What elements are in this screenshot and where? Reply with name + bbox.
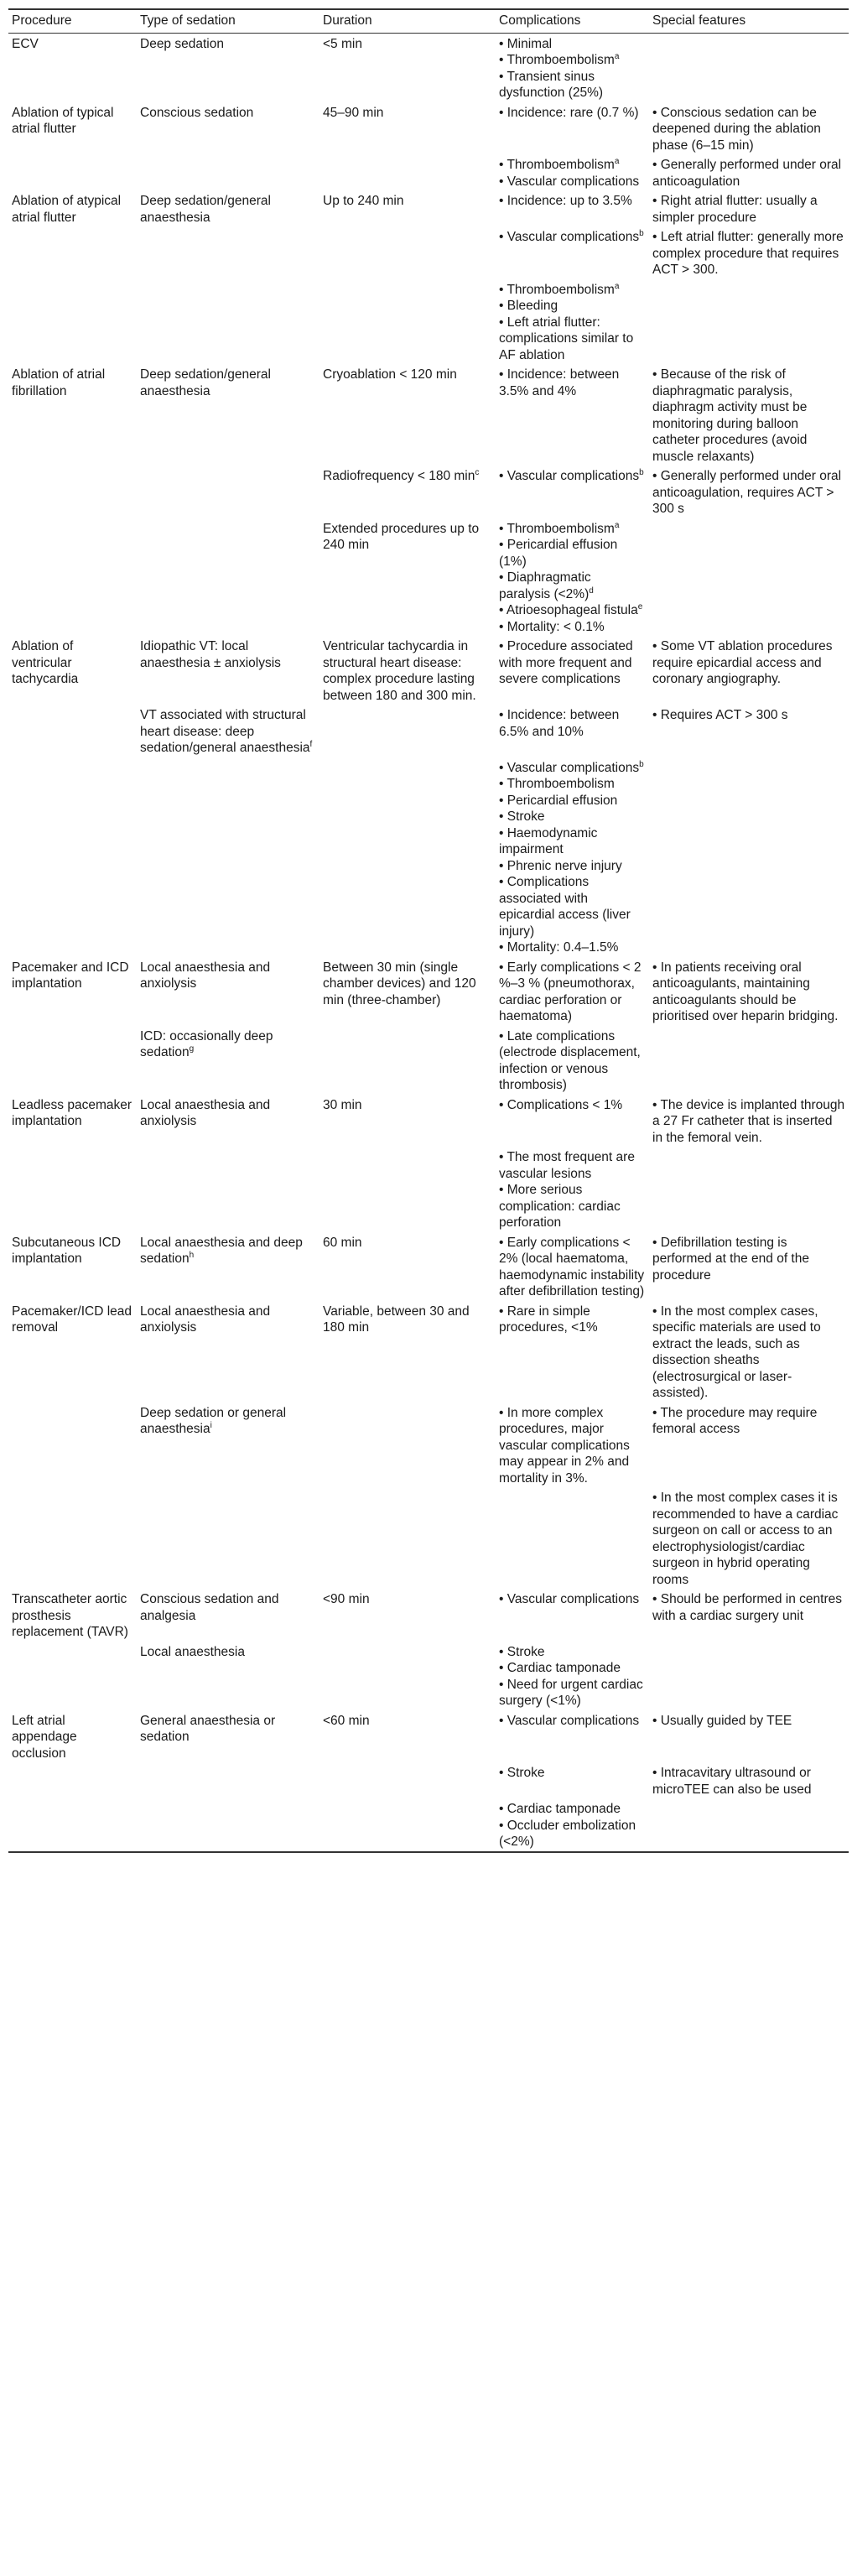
sedation-cell-text: Local anaesthesia and anxiolysis: [140, 1304, 271, 1335]
table-row: [8, 1589, 849, 1642]
duration-cell: [320, 757, 496, 957]
duration-cell-text: Between 30 min (single chamber devices) and 120 min (three-chamber): [323, 960, 476, 1007]
table-row: [8, 1710, 849, 1763]
sedation-cell: [137, 1232, 320, 1301]
procedure-cell: [8, 636, 137, 705]
complications-cell: [496, 1026, 649, 1095]
complications-cell: [496, 636, 649, 705]
complication-item: • Thromboembolism$^a$: [499, 520, 620, 536]
complication-item: • Minimal: [499, 36, 553, 51]
complication-item: • Stroke: [499, 809, 545, 824]
sedation-cell-text: Local anaesthesia and anxiolysis: [140, 960, 271, 991]
sedation-cell-text: Local anaesthesia and anxiolysis: [140, 1097, 271, 1128]
complication-item: • Pericardial effusion (1%): [499, 538, 618, 569]
complication-item: • Atrioesophageal fistula$^e$: [499, 601, 643, 617]
special-features-cell: [649, 1487, 849, 1589]
complication-item: • Bleeding: [499, 299, 558, 313]
table-row: [8, 957, 849, 1026]
sedation-cell: [137, 33, 320, 102]
procedure-cell-text: Pacemaker and ICD implantation: [12, 960, 129, 991]
complications-cell: [496, 957, 649, 1026]
procedure-cell: [8, 1589, 137, 1642]
special-features-cell: [649, 518, 849, 637]
complication-item: • Late complications (electrode displacement, infection or venous thrombosis): [499, 1028, 641, 1092]
table-row: [8, 364, 849, 466]
table-row: [8, 102, 849, 155]
special-features-cell-text: • Defibrillation testing is performed at the end of the procedure: [652, 1235, 809, 1283]
special-features-cell-text: • Generally performed under oral anticoagulation, requires ACT > 300 s: [652, 469, 842, 516]
special-features-cell-text: • Should be performed in centres with a cardiac surgery unit: [652, 1592, 842, 1623]
complication-item: • Vascular complications$^b$: [499, 228, 644, 244]
complications-cell: [496, 279, 649, 365]
sedation-table: [8, 8, 849, 1853]
duration-cell: [320, 1710, 496, 1763]
header-procedure: Procedure: [12, 13, 72, 28]
header-duration: Duration: [323, 13, 372, 28]
complications-cell: [496, 518, 649, 637]
procedure-cell-text: Ablation of typical atrial flutter: [12, 105, 114, 136]
procedure-cell: [8, 1710, 137, 1763]
table-row: [8, 466, 849, 518]
sedation-cell-text: Deep sedation/general anaesthesia: [140, 194, 271, 225]
special-features-cell-text: • In the most complex cases it is recommended to have a cardiac surgeon on call or access to an electrophysiologist/cardiac surgeon in hybrid operating rooms: [652, 1491, 839, 1587]
duration-cell-text: 30 min: [323, 1097, 362, 1112]
sedation-cell: [137, 226, 320, 279]
table-row: [8, 1026, 849, 1095]
table-row: [8, 154, 849, 190]
special-features-cell: [649, 1147, 849, 1232]
duration-cell: [320, 1301, 496, 1402]
complication-item: • Early complications < 2 %–3 % (pneumothorax, cardiac perforation or haematoma): [499, 960, 642, 1023]
table-body: [8, 33, 849, 1852]
sedation-cell: [137, 1095, 320, 1147]
sedation-cell-text: Local anaesthesia: [140, 1644, 245, 1659]
sedation-cell-text: Conscious sedation: [140, 105, 254, 120]
sedation-cell-text: Conscious sedation and analgesia: [140, 1592, 279, 1623]
procedure-cell: [8, 957, 137, 1026]
complication-item: • Vascular complications$^b$: [499, 467, 644, 483]
duration-cell: [320, 226, 496, 279]
complication-item: • Early complications < 2% (local haematoma, haemodynamic instability after defibrillation testing): [499, 1235, 645, 1298]
complication-item: • Mortality: < 0.1%: [499, 619, 605, 634]
sedation-cell: [137, 466, 320, 518]
procedure-cell: [8, 757, 137, 957]
duration-cell-text: <60 min: [323, 1713, 370, 1728]
complications-cell: [496, 1642, 649, 1710]
special-features-cell: [649, 957, 849, 1026]
special-features-cell: [649, 226, 849, 279]
complication-item: • Incidence: between 6.5% and 10%: [499, 708, 620, 739]
duration-cell-text: Variable, between 30 and 180 min: [323, 1304, 470, 1335]
sedation-cell: [137, 1487, 320, 1589]
procedure-cell: [8, 364, 137, 466]
procedure-cell-text: ECV: [12, 36, 39, 51]
procedure-cell: [8, 1402, 137, 1488]
duration-cell: [320, 1402, 496, 1488]
sedation-cell: [137, 1402, 320, 1488]
table-row: [8, 705, 849, 757]
duration-cell: [320, 1589, 496, 1642]
special-features-cell: [649, 1232, 849, 1301]
complication-item: • Thromboembolism$^a$: [499, 281, 620, 297]
complications-cell: [496, 102, 649, 155]
duration-cell-text: Ventricular tachycardia in structural heart disease: complex procedure lasting between 180 and 300 min.: [323, 639, 476, 703]
sedation-cell: [137, 705, 320, 757]
special-features-cell-text: • In the most complex cases, specific materials are used to extract the leads, such as dissection sheaths (electrosurgical or laser-assisted).: [652, 1304, 821, 1400]
duration-cell: [320, 1487, 496, 1589]
sedation-cell: [137, 636, 320, 705]
complications-cell: [496, 154, 649, 190]
complications-cell: [496, 1762, 649, 1798]
table-row: [8, 636, 849, 705]
complications-cell: [496, 1095, 649, 1147]
sedation-cell-text: VT associated with structural heart disease: deep sedation/general anaesthesia$^f$: [140, 708, 313, 755]
procedure-cell: [8, 1487, 137, 1589]
complication-item: • Rare in simple procedures, <1%: [499, 1304, 598, 1335]
duration-cell-text: Radiofrequency < 180 $\min^c$: [323, 467, 480, 483]
complication-item: • More serious complication: cardiac perforation: [499, 1183, 621, 1230]
table-row: [8, 1487, 849, 1589]
complication-item: • Thromboembolism$^a$: [499, 51, 620, 67]
special-features-cell-text: • Because of the risk of diaphragmatic paralysis, diaphragm activity must be monitoring during balloon catheter procedures (avoid muscle relaxants): [652, 367, 808, 464]
complication-item: • Incidence: rare (0.7 %): [499, 105, 639, 120]
procedure-cell: [8, 190, 137, 226]
sedation-cell-text: General anaesthesia or sedation: [140, 1713, 276, 1744]
complication-item: • Vascular complications: [499, 1713, 640, 1728]
duration-cell-text: 60 min: [323, 1235, 362, 1250]
complications-cell: [496, 1232, 649, 1301]
header-sedation: Type of sedation: [140, 13, 236, 28]
procedure-cell: [8, 1301, 137, 1402]
special-features-cell: [649, 1798, 849, 1852]
duration-cell-text: Up to 240 min: [323, 194, 404, 208]
procedure-cell-text: Pacemaker/ICD lead removal: [12, 1304, 132, 1335]
complications-cell: [496, 1301, 649, 1402]
complication-item: • Transient sinus dysfunction (25%): [499, 69, 604, 100]
complication-item: • Phrenic nerve injury: [499, 858, 622, 873]
procedure-cell-text: Ablation of ventricular tachycardia: [12, 639, 79, 686]
complication-item: • Diaphragmatic paralysis (<2%)$^d$: [499, 570, 594, 601]
procedure-cell: [8, 518, 137, 637]
complication-item: • Complications associated with epicardial access (liver injury): [499, 875, 631, 939]
procedure-cell-text: Left atrial appendage occlusion: [12, 1713, 77, 1761]
sedation-cell-text: Idiopathic VT: local anaesthesia ± anxiolysis: [140, 639, 281, 670]
complications-cell: [496, 1147, 649, 1232]
special-features-cell: [649, 364, 849, 466]
complication-item: • Vascular complications$^b$: [499, 759, 644, 775]
procedure-cell: [8, 1642, 137, 1710]
procedure-cell: [8, 102, 137, 155]
procedure-cell: [8, 1762, 137, 1798]
sedation-cell: [137, 1642, 320, 1710]
special-features-cell-text: • Right atrial flutter: usually a simpler procedure: [652, 194, 818, 225]
complications-cell: [496, 226, 649, 279]
table-row: [8, 1095, 849, 1147]
sedation-cell: [137, 957, 320, 1026]
complication-item: • Vascular complications: [499, 1592, 640, 1606]
special-features-cell-text: • Requires ACT > 300 s: [652, 708, 788, 722]
table-row: [8, 279, 849, 365]
special-features-cell: [649, 1762, 849, 1798]
special-features-cell: [649, 1301, 849, 1402]
special-features-cell-text: • Left atrial flutter: generally more complex procedure that requires ACT > 300.: [652, 230, 844, 277]
table-row: [8, 1798, 849, 1852]
special-features-cell: [649, 102, 849, 155]
sedation-cell: [137, 102, 320, 155]
sedation-cell: [137, 279, 320, 365]
duration-cell: [320, 190, 496, 226]
duration-cell: [320, 957, 496, 1026]
table-row: [8, 1402, 849, 1488]
sedation-cell: [137, 190, 320, 226]
duration-cell-text: <90 min: [323, 1592, 370, 1606]
procedure-cell-text: Subcutaneous ICD implantation: [12, 1235, 122, 1266]
duration-cell-text: <5 min: [323, 36, 362, 51]
header-complications: Complications: [499, 13, 581, 28]
complications-cell: [496, 190, 649, 226]
complication-item: • Incidence: between 3.5% and 4%: [499, 367, 620, 398]
complication-item: • Vascular complications: [499, 174, 640, 189]
duration-cell: [320, 1798, 496, 1852]
duration-cell: [320, 518, 496, 637]
duration-cell: [320, 466, 496, 518]
complication-item: • The most frequent are vascular lesions: [499, 1150, 635, 1181]
special-features-cell: [649, 279, 849, 365]
procedure-cell: [8, 1095, 137, 1147]
table-header-row: [8, 9, 849, 33]
table-row: [8, 518, 849, 637]
complication-item: • Mortality: 0.4–1.5%: [499, 940, 619, 955]
complications-cell: [496, 1798, 649, 1852]
complication-item: • Cardiac tamponade: [499, 1661, 621, 1675]
complications-cell: [496, 1589, 649, 1642]
procedure-cell: [8, 154, 137, 190]
procedure-cell: [8, 1232, 137, 1301]
special-features-cell: [649, 1710, 849, 1763]
table-row: [8, 1232, 849, 1301]
duration-cell: [320, 364, 496, 466]
sedation-cell-text: Deep sedation/general anaesthesia: [140, 367, 271, 398]
complications-cell: [496, 33, 649, 102]
complication-item: • Thromboembolism: [499, 777, 615, 791]
complication-item: • Stroke: [499, 1644, 545, 1659]
sedation-cell: [137, 1762, 320, 1798]
complications-cell: [496, 757, 649, 957]
complications-cell: [496, 364, 649, 466]
complications-cell: [496, 1487, 649, 1589]
special-features-cell: [649, 636, 849, 705]
duration-cell: [320, 1232, 496, 1301]
complication-item: • Left atrial flutter: complications similar to AF ablation: [499, 315, 634, 362]
special-features-cell-text: • Intracavitary ultrasound or microTEE can also be used: [652, 1766, 812, 1797]
special-features-cell: [649, 757, 849, 957]
special-features-cell: [649, 1642, 849, 1710]
sedation-cell-text: Deep sedation or general anaesthesia$^i$: [140, 1405, 287, 1436]
complication-item: • Need for urgent cardiac surgery (<1%): [499, 1677, 643, 1708]
special-features-cell: [649, 33, 849, 102]
procedure-cell: [8, 466, 137, 518]
table-row: [8, 33, 849, 102]
complication-item: • Thromboembolism$^a$: [499, 156, 620, 172]
special-features-cell-text: • Usually guided by TEE: [652, 1713, 792, 1728]
complication-item: • Occluder embolization (<2%): [499, 1818, 636, 1849]
duration-cell: [320, 1026, 496, 1095]
complication-item: • Stroke: [499, 1766, 545, 1780]
special-features-cell-text: • In patients receiving oral anticoagulants, maintaining anticoagulants should be prioritised over heparin bridging.: [652, 960, 839, 1023]
sedation-cell: [137, 154, 320, 190]
sedation-cell-text: Local anaesthesia and deep sedation$^h$: [140, 1235, 303, 1266]
special-features-cell-text: • The procedure may require femoral access: [652, 1405, 818, 1436]
sedation-cell: [137, 1798, 320, 1852]
special-features-cell: [649, 1095, 849, 1147]
special-features-cell: [649, 1402, 849, 1488]
duration-cell: [320, 1762, 496, 1798]
sedation-cell: [137, 1301, 320, 1402]
procedure-cell-text: Leadless pacemaker implantation: [12, 1097, 132, 1128]
duration-cell: [320, 279, 496, 365]
complications-cell: [496, 705, 649, 757]
procedure-cell: [8, 1798, 137, 1852]
special-features-cell: [649, 466, 849, 518]
complications-cell: [496, 1402, 649, 1488]
special-features-cell: [649, 1026, 849, 1095]
special-features-cell-text: • Conscious sedation can be deepened during the ablation phase (6–15 min): [652, 105, 821, 153]
table-row: [8, 190, 849, 226]
complications-cell: [496, 466, 649, 518]
duration-cell: [320, 102, 496, 155]
sedation-cell-text: ICD: occasionally deep sedation$^g$: [140, 1028, 273, 1059]
duration-cell-text: 45–90 min: [323, 105, 384, 120]
procedure-cell: [8, 226, 137, 279]
special-features-cell: [649, 705, 849, 757]
sedation-cell: [137, 364, 320, 466]
special-features-cell: [649, 1589, 849, 1642]
complication-item: • In more complex procedures, major vascular complications may appear in 2% and mortality in 3%.: [499, 1405, 630, 1486]
duration-cell: [320, 1642, 496, 1710]
table-row: [8, 1762, 849, 1798]
special-features-cell-text: • Some VT ablation procedures require epicardial access and coronary angiography.: [652, 639, 833, 686]
sedation-cell: [137, 1026, 320, 1095]
sedation-cell: [137, 518, 320, 637]
procedure-cell-text: Ablation of atypical atrial flutter: [12, 194, 122, 225]
duration-cell-text: Cryoablation < 120 min: [323, 367, 457, 382]
procedure-cell: [8, 33, 137, 102]
sedation-cell: [137, 757, 320, 957]
procedure-cell: [8, 1026, 137, 1095]
procedure-cell-text: Transcatheter aortic prosthesis replacement (TAVR): [12, 1592, 128, 1639]
table-row: [8, 1642, 849, 1710]
duration-cell-text: Extended procedures up to 240 min: [323, 521, 480, 552]
complication-item: • Procedure associated with more frequent and severe complications: [499, 639, 633, 686]
complication-item: • Haemodynamic impairment: [499, 825, 598, 856]
complication-item: • Pericardial effusion: [499, 793, 618, 808]
duration-cell: [320, 1095, 496, 1147]
duration-cell: [320, 636, 496, 705]
special-features-cell-text: • The device is implanted through a 27 Fr catheter that is inserted in the femoral vein.: [652, 1097, 845, 1145]
special-features-cell-text: • Generally performed under oral anticoagulation: [652, 158, 842, 189]
complication-item: • Incidence: up to 3.5%: [499, 194, 632, 208]
duration-cell: [320, 705, 496, 757]
table-row: [8, 1147, 849, 1232]
complication-item: • Complications < 1%: [499, 1097, 623, 1112]
special-features-cell: [649, 190, 849, 226]
sedation-cell-text: Deep sedation: [140, 36, 224, 51]
sedation-cell: [137, 1710, 320, 1763]
table-row: [8, 1301, 849, 1402]
sedation-cell: [137, 1589, 320, 1642]
procedure-cell: [8, 705, 137, 757]
complications-cell: [496, 1710, 649, 1763]
sedation-cell: [137, 1147, 320, 1232]
complication-item: • Cardiac tamponade: [499, 1802, 621, 1816]
special-features-cell: [649, 154, 849, 190]
table-row: [8, 226, 849, 279]
duration-cell: [320, 33, 496, 102]
table-row: [8, 757, 849, 957]
header-special-features: Special features: [652, 13, 746, 28]
duration-cell: [320, 1147, 496, 1232]
procedure-cell-text: Ablation of atrial fibrillation: [12, 367, 106, 398]
procedure-cell: [8, 279, 137, 365]
procedure-cell: [8, 1147, 137, 1232]
duration-cell: [320, 154, 496, 190]
